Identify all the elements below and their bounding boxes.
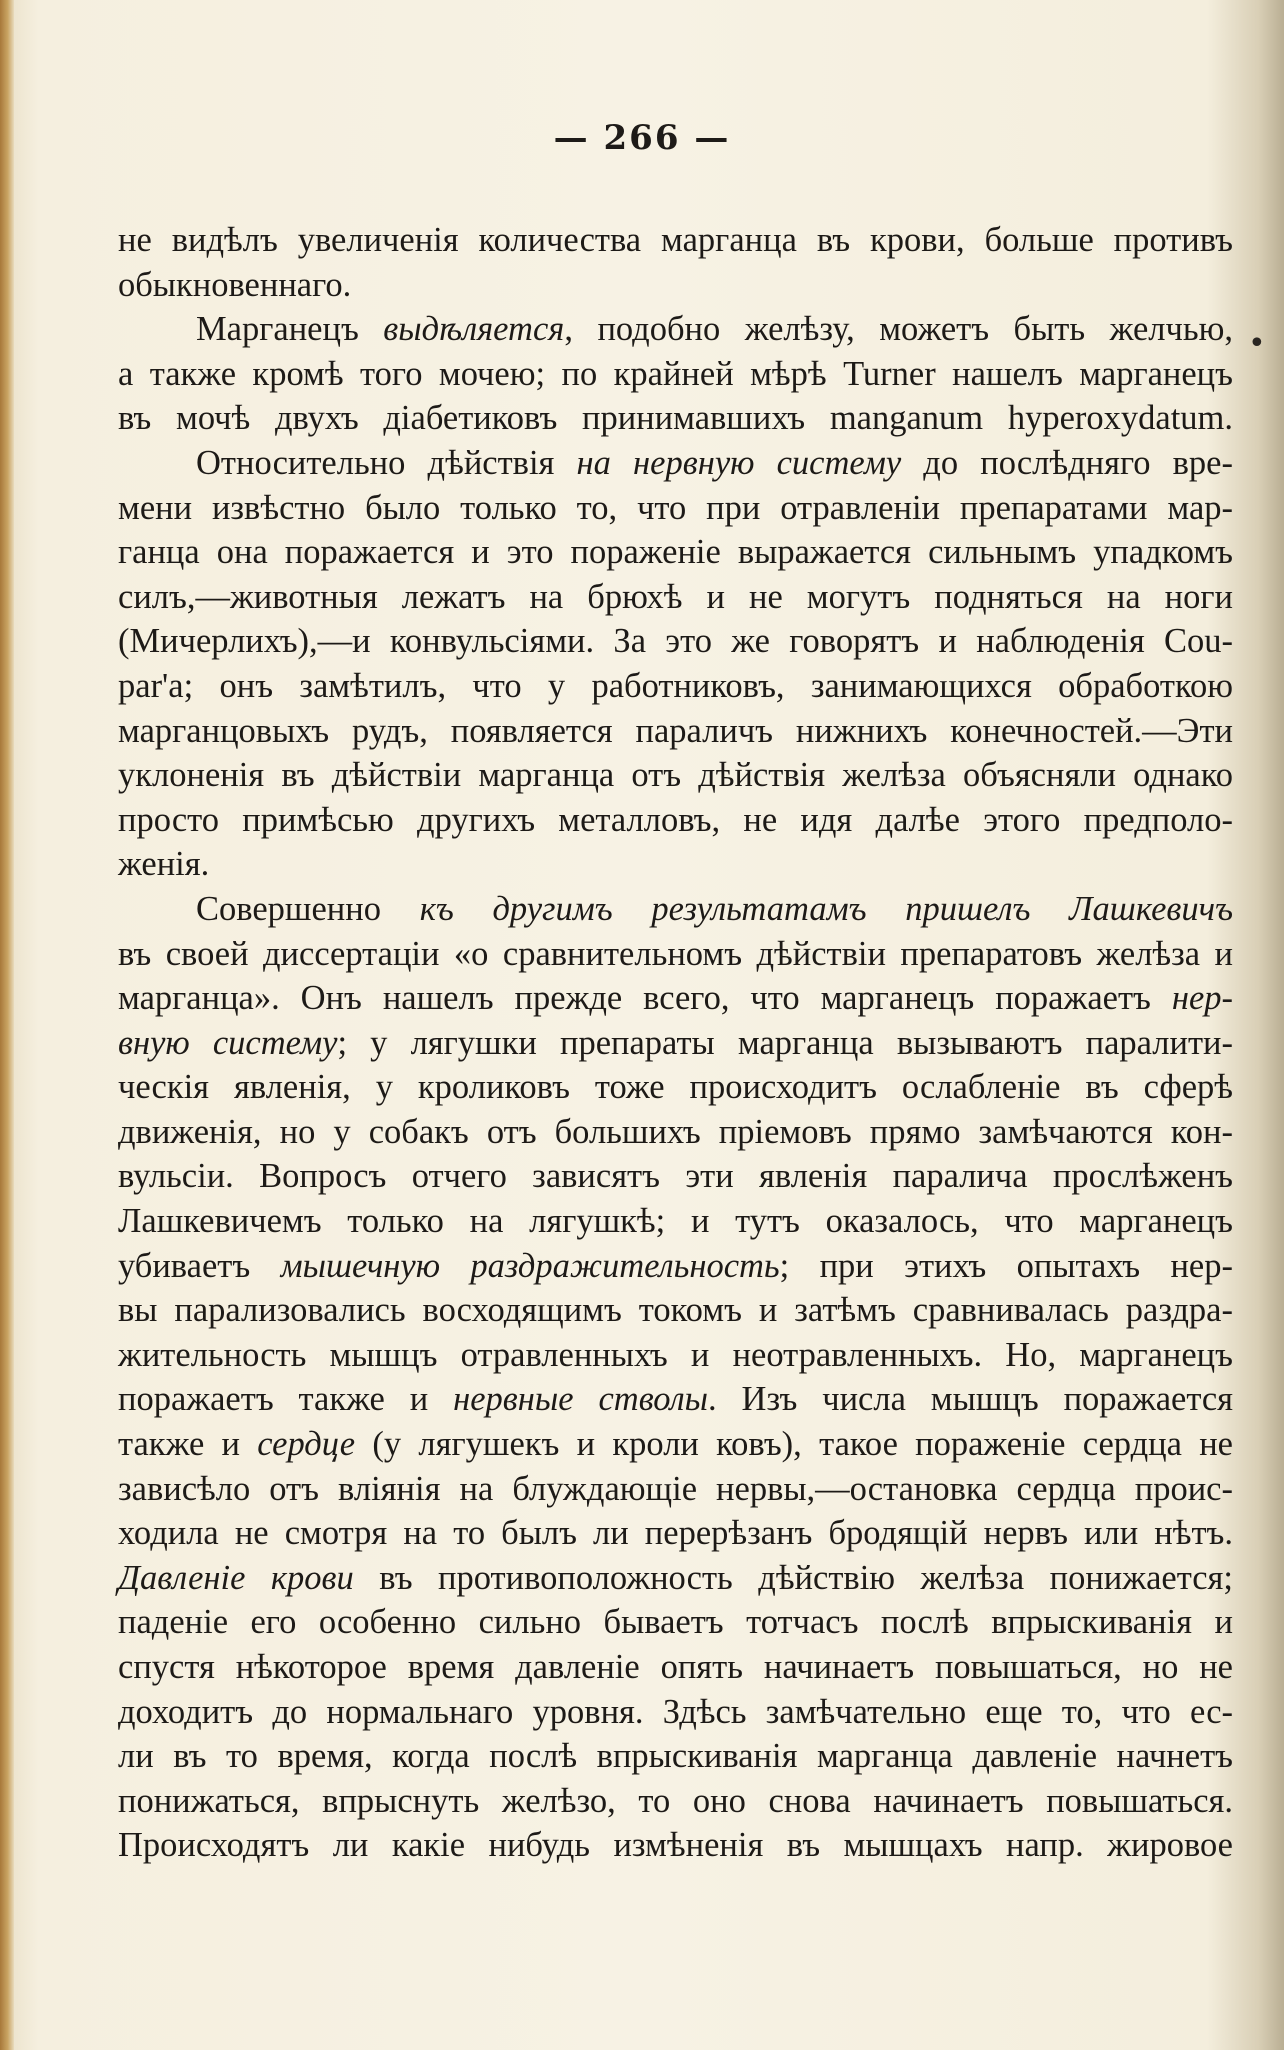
text-run: понижаться, впрыснуть желѣзо, то оно снова начинаетъ повышаться.: [118, 1781, 1233, 1820]
text-line: [118, 619, 1233, 664]
text-line: [118, 575, 1233, 620]
text-run: жительность мышцъ отравленныхъ и неотравленныхъ. Но, марганецъ: [118, 1335, 1233, 1374]
text-line: [118, 486, 1233, 531]
text-line: [118, 1021, 1233, 1066]
text-run: ческія явленія, у кроликовъ тоже происходитъ ослабленіе въ сферѣ: [118, 1068, 1233, 1107]
text-line: [118, 1065, 1233, 1110]
text-line: [118, 1600, 1233, 1645]
text-run: движенія, но у собакъ отъ большихъ пріемовъ прямо замѣчаются кон-: [118, 1112, 1233, 1151]
text-run: марганцовыхъ рудъ, появляется параличъ нижнихъ конечностей.—Эти: [118, 711, 1233, 750]
text-run: въ противоположность дѣйствію желѣза понижается;: [353, 1558, 1233, 1597]
text-run: марганца». Онъ нашелъ прежде всего, что марганецъ поражаетъ: [118, 979, 1172, 1018]
text-run: обыкновеннаго.: [118, 265, 352, 304]
text-run: паденіе его особенно сильно бываетъ тотчасъ послѣ впрыскиванія и: [118, 1603, 1233, 1642]
text-run: доходитъ до нормальнаго уровня. Здѣсь замѣчательно еще то, что ес-: [118, 1692, 1233, 1731]
text-line: [118, 932, 1233, 977]
text-line: [118, 1556, 1233, 1601]
text-line: [118, 218, 1233, 263]
text-run: женія.: [118, 845, 210, 884]
text-line: [118, 1690, 1233, 1735]
text-line: [118, 842, 1233, 887]
italic-text-run: сердце: [257, 1425, 356, 1464]
text-run: силъ,—животныя лежатъ на брюхѣ и не могутъ подняться на ноги: [118, 577, 1233, 616]
text-run: (у лягушекъ и кроли ковъ), такое пораженіе сердца не: [355, 1425, 1233, 1464]
italic-text-run: Давленіе крови: [118, 1558, 354, 1597]
text-run: (Мичерлихъ),—и конвульсіями. За это же говорятъ и наблюденія Cou-: [118, 622, 1233, 661]
text-line: [118, 709, 1233, 754]
text-line: [118, 664, 1233, 709]
text-line: [118, 1154, 1233, 1199]
text-line: [118, 1333, 1233, 1378]
text-run: мени извѣстно было только то, что при отравленіи препаратами мар-: [118, 488, 1233, 527]
text-line: [118, 887, 1233, 932]
italic-text-run: на нервную систему: [576, 443, 902, 482]
text-line: [118, 307, 1233, 352]
text-line: [118, 352, 1233, 397]
text-run: просто примѣсью другихъ металловъ, не идя далѣе этого предполо-: [118, 800, 1233, 839]
text-run: въ своей диссертаціи «о сравнительномъ дѣйствіи препаратовъ желѣза и: [118, 934, 1233, 973]
text-line: [118, 753, 1233, 798]
text-run: въ мочѣ двухъ діабетиковъ принимавшихъ manganum hyperoxydatum.: [118, 399, 1233, 438]
text-run: Совершенно: [196, 889, 420, 928]
italic-text-run: нер-: [1171, 979, 1233, 1018]
text-run: Лашкевичемъ только на лягушкѣ; и тутъ оказалось, что марганецъ: [118, 1202, 1233, 1241]
italic-text-run: мышечную раздражительность: [280, 1246, 780, 1285]
text-line: [118, 396, 1233, 441]
text-run: Марганецъ: [196, 310, 384, 349]
text-run: вы парализовались восходящимъ токомъ и затѣмъ сравнивалась раздра-: [118, 1291, 1233, 1330]
text-run: также и: [118, 1425, 258, 1464]
text-run: ганца она поражается и это пораженіе выражается сильнымъ упадкомъ: [118, 533, 1233, 572]
text-run: Относительно дѣйствія: [196, 443, 577, 482]
text-run: не видѣлъ увеличенія количества марганца въ крови, больше противъ: [118, 221, 1233, 259]
page-binding-edge: [0, 0, 14, 2050]
italic-text-run: вную систему: [118, 1023, 338, 1062]
page-number: — 266 —: [553, 118, 731, 158]
margin-mark: •: [1248, 326, 1266, 361]
text-line: [118, 1377, 1233, 1422]
text-line: [118, 263, 1233, 308]
text-run: до послѣдняго вре-: [901, 443, 1233, 482]
text-line: [118, 441, 1233, 486]
text-run: . Изъ числа мышцъ поражается: [708, 1380, 1234, 1419]
text-run: а также кромѣ того мочею; по крайней мѣрѣ Turner нашелъ марганецъ: [118, 354, 1233, 393]
text-run: спустя нѣкоторое время давленіе опять начинаетъ повышаться, но не: [118, 1648, 1233, 1686]
text-run: вульсіи. Вопросъ отчего зависятъ эти явленія паралича прослѣженъ: [118, 1157, 1233, 1196]
text-run: поражаетъ также и: [118, 1380, 454, 1419]
italic-text-run: выдѣляется: [383, 310, 565, 349]
text-line: [118, 1288, 1233, 1333]
text-line: [118, 1244, 1233, 1289]
text-line: [118, 1422, 1233, 1467]
text-run: ли въ то время, когда послѣ впрыскиванія марганца давленіе начнетъ: [118, 1737, 1233, 1776]
text-run: ; у лягушки препараты марганца вызываютъ паралити-: [337, 1023, 1233, 1062]
text-run: зависѣло отъ вліянія на блуждающіе нервы,—остановка сердца проис-: [118, 1469, 1233, 1508]
text-run: ; при этихъ опытахъ нер-: [779, 1246, 1233, 1285]
body-text: [118, 218, 1233, 1868]
italic-text-run: къ другимъ результатамъ пришелъ Лашкевичъ: [419, 889, 1233, 928]
text-line: [118, 1779, 1233, 1824]
text-line: [118, 976, 1233, 1021]
text-line: [118, 1511, 1233, 1556]
text-line: [118, 530, 1233, 575]
text-run: , подобно желѣзу, можетъ быть желчью,: [564, 310, 1234, 349]
text-line: [118, 1199, 1233, 1244]
text-run: ходила не смотря на то былъ ли перерѣзанъ бродящій нервъ или нѣтъ.: [118, 1514, 1233, 1553]
text-run: убиваетъ: [118, 1246, 281, 1285]
text-run: par'a; онъ замѣтилъ, что у работниковъ, занимающихся обработкою: [118, 666, 1233, 705]
text-line: [118, 1110, 1233, 1155]
text-line: [118, 798, 1233, 843]
italic-text-run: нервные стволы: [453, 1380, 709, 1419]
text-run: уклоненія въ дѣйствіи марганца отъ дѣйствія желѣза объясняли однако: [118, 756, 1233, 795]
text-line: [118, 1734, 1233, 1779]
text-run: Происходятъ ли какіе нибудь измѣненія въ мышцахъ напр. жировое: [118, 1826, 1233, 1865]
text-line: [118, 1823, 1233, 1868]
text-line: [118, 1645, 1233, 1690]
text-line: [118, 1467, 1233, 1512]
